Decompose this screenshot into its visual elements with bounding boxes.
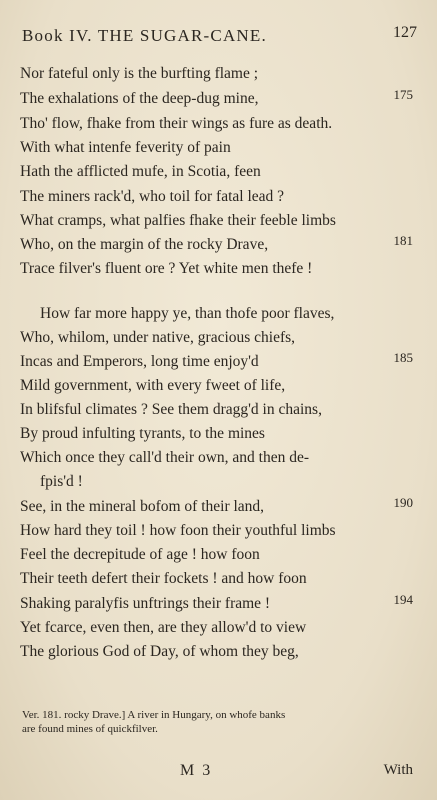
verse-line <box>20 302 417 326</box>
verse-line <box>20 326 417 350</box>
verse-text: fpis'd ! <box>40 473 83 490</box>
verse-line <box>20 543 417 567</box>
line-number: 194 <box>393 592 413 607</box>
verse-line <box>20 185 417 209</box>
verse-text: With what intenfe feverity of pain <box>20 139 231 156</box>
verse-text: Who, whilom, under native, gracious chiefs, <box>20 329 296 346</box>
verse-line <box>20 422 417 446</box>
verse-text: The glorious God of Day, of whom they beg, <box>20 643 299 660</box>
verse-line <box>20 398 417 422</box>
verse-line <box>20 62 417 86</box>
verse-line <box>20 233 417 257</box>
verse-line <box>20 374 417 398</box>
footnote-line: Ver. 181. rocky Drave.] A river in Hungary, on whofe banks <box>22 709 286 721</box>
line-number: 185 <box>393 350 413 365</box>
verse-text: How hard they toil ! how foon their youthful limbs <box>20 522 336 539</box>
verse-text: Mild government, with every fweet of life, <box>20 377 286 394</box>
verse-line <box>20 112 417 136</box>
verse-line <box>20 470 417 494</box>
verse-text: The miners rack'd, who toil for fatal lead ? <box>20 188 285 205</box>
verse-text: Feel the decrepitude of age ! how foon <box>20 546 260 563</box>
signature-mark: M 3 <box>180 762 213 779</box>
line-number: 190 <box>393 495 413 510</box>
verse-line <box>20 136 417 160</box>
verse-line <box>20 567 417 591</box>
verse-line <box>20 350 417 374</box>
verse-text: Trace filver's fluent ore ? Yet white men thefe ! <box>20 260 313 277</box>
line-number: 181 <box>393 233 413 248</box>
verse-text: Hath the afflicted mufe, in Scotia, feen <box>20 163 261 180</box>
verse-text: Incas and Emperors, long time enjoy'd <box>20 353 259 370</box>
verse-line <box>20 616 417 640</box>
verse-text: The exhalations of the deep-dug mine, <box>20 90 259 107</box>
running-head: Book IV. THE SUGAR-CANE. <box>22 26 267 45</box>
verse-text: Which once they call'd their own, and then de- <box>20 449 310 466</box>
line-number: 175 <box>393 87 413 102</box>
verse-line <box>20 495 417 519</box>
verse-line <box>20 87 417 111</box>
verse-text: In blifsful climates ? See them dragg'd in chains, <box>20 401 322 418</box>
verse-text: Yet fcarce, even then, are they allow'd to view <box>20 619 307 636</box>
verse-text: What cramps, what palfies fhake their feeble limbs <box>20 212 336 229</box>
footnote-line: are found mines of quickfilver. <box>22 723 158 735</box>
verse-text: Their teeth defert their fockets ! and how foon <box>20 570 307 587</box>
verse-text: Shaking paralyfis unftrings their frame ! <box>20 595 271 612</box>
page-number: 127 <box>393 24 417 41</box>
verse-line <box>20 592 417 616</box>
catchword: With <box>383 762 413 778</box>
verse-line <box>20 209 417 233</box>
verse-text: By proud infulting tyrants, to the mines <box>20 425 265 442</box>
verse-text: Nor fateful only is the burfting flame ; <box>20 65 259 82</box>
verse-line <box>20 519 417 543</box>
verse-text: See, in the mineral bofom of their land, <box>20 498 265 515</box>
verse-text: How far more happy ye, than thofe poor flaves, <box>40 305 335 322</box>
verse-text: Tho' flow, fhake from their wings as fure as death. <box>20 115 333 132</box>
verse-line <box>20 257 417 281</box>
verse-line <box>20 446 417 470</box>
verse-line <box>20 160 417 184</box>
verse-line <box>20 640 417 664</box>
verse-text: Who, on the margin of the rocky Drave, <box>20 236 269 253</box>
page-header <box>22 26 417 50</box>
